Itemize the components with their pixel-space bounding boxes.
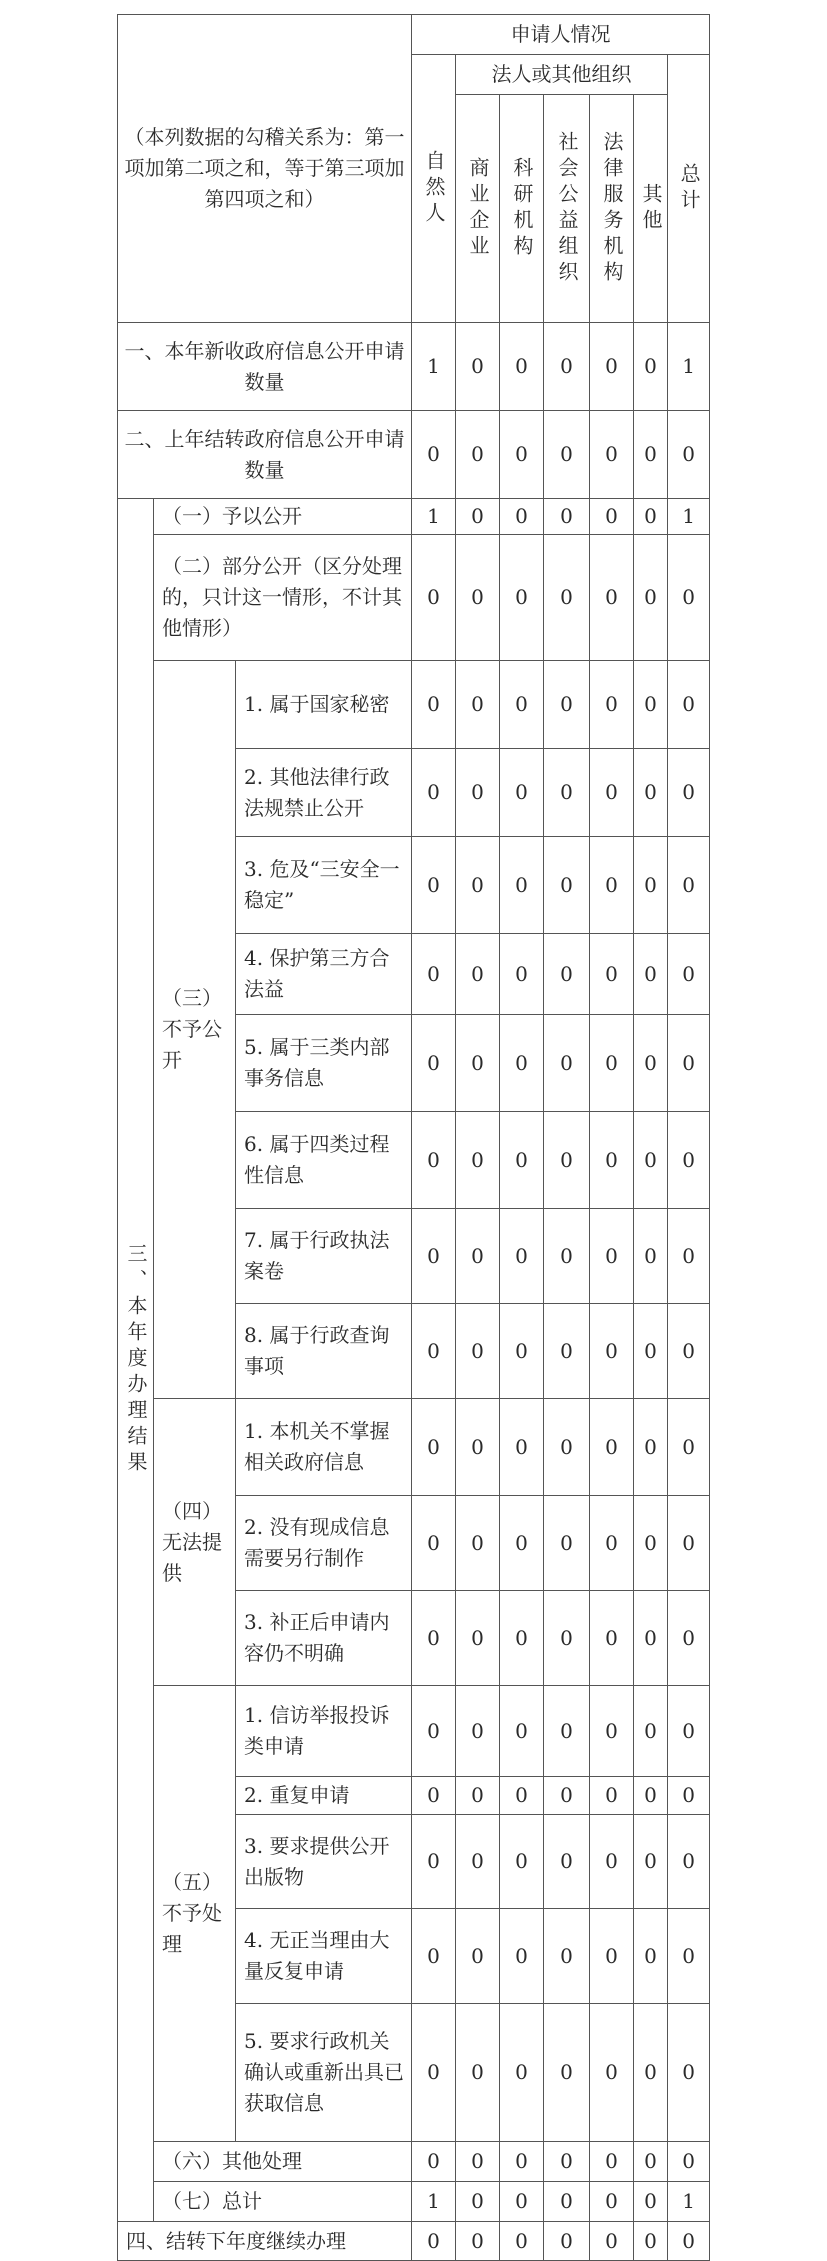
result-total-value-3: 0: [500, 2182, 544, 2222]
not-disclosed-4-value-1: 0: [412, 934, 456, 1015]
other-processing-value-4: 0: [544, 2142, 590, 2182]
group-1-label: （一）予以公开: [154, 499, 412, 535]
not-disclosed-1-value-2: 0: [456, 661, 500, 749]
not-processed-2-value-3: 0: [500, 1777, 544, 1815]
not-processed-sub-label-3: 3. 要求提供公开出版物: [236, 1815, 412, 1909]
section-2-label: 二、上年结转政府信息公开申请数量: [118, 411, 412, 499]
not-disclosed-7-value-2: 0: [456, 1209, 500, 1304]
not-disclosed-1-value-4: 0: [544, 661, 590, 749]
not-processed-5-value-6: 0: [634, 2004, 668, 2142]
not-disclosed-7-value-5: 0: [590, 1209, 634, 1304]
not-processed-3-value-7: 0: [668, 1815, 710, 1909]
not-processed-3-value-1: 0: [412, 1815, 456, 1909]
not-disclosed-1-value-6: 0: [634, 661, 668, 749]
not-disclosed-4-value-4: 0: [544, 934, 590, 1015]
other-processing-value-3: 0: [500, 2142, 544, 2182]
not-processed-5-value-7: 0: [668, 2004, 710, 2142]
carried-over-value-3: 0: [500, 411, 544, 499]
unable-to-provide-3-value-5: 0: [590, 1591, 634, 1686]
not-disclosed-2-value-1: 0: [412, 749, 456, 837]
not-disclosed-3-value-3: 0: [500, 837, 544, 934]
not-processed-5-value-2: 0: [456, 2004, 500, 2142]
not-disclosed-8-value-6: 0: [634, 1304, 668, 1399]
unable-to-provide-1-value-6: 0: [634, 1399, 668, 1496]
unable-to-provide-3-value-2: 0: [456, 1591, 500, 1686]
group-4-label: （四）无法提供: [154, 1399, 236, 1686]
not-processed-2-value-1: 0: [412, 1777, 456, 1815]
not-disclosed-row-1: [118, 661, 710, 749]
not-disclosed-5-value-3: 0: [500, 1015, 544, 1112]
unable-to-provide-3-value-1: 0: [412, 1591, 456, 1686]
disclosure-statistics-table: [117, 14, 710, 2261]
not-disclosed-5-value-6: 0: [634, 1015, 668, 1112]
header-legal-and-other: 法人或其他组织: [456, 55, 668, 95]
not-disclosed-8-value-4: 0: [544, 1304, 590, 1399]
not-processed-4-value-6: 0: [634, 1909, 668, 2004]
unable-to-provide-2-value-3: 0: [500, 1496, 544, 1591]
not-processed-5-value-5: 0: [590, 2004, 634, 2142]
unable-to-provide-sub-label-2: 2. 没有现成信息需要另行制作: [236, 1496, 412, 1591]
carry-forward-value-6: 0: [634, 2222, 668, 2261]
not-processed-2-value-6: 0: [634, 1777, 668, 1815]
unable-to-provide-3-value-4: 0: [544, 1591, 590, 1686]
new-requests-value-3: 0: [500, 323, 544, 411]
unable-to-provide-2-value-1: 0: [412, 1496, 456, 1591]
group-2-label: （二）部分公开（区分处理的，只计这一情形，不计其他情形）: [154, 535, 412, 661]
not-disclosed-8-value-3: 0: [500, 1304, 544, 1399]
result-total-value-6: 0: [634, 2182, 668, 2222]
not-disclosed-5-value-2: 0: [456, 1015, 500, 1112]
unable-to-provide-row-1: [118, 1399, 710, 1496]
not-disclosed-5-value-7: 0: [668, 1015, 710, 1112]
unable-to-provide-1-value-7: 0: [668, 1399, 710, 1496]
group-3-label: （三）不予公开: [154, 661, 236, 1399]
not-processed-1-value-5: 0: [590, 1686, 634, 1777]
unable-to-provide-1-value-1: 0: [412, 1399, 456, 1496]
not-processed-5-value-4: 0: [544, 2004, 590, 2142]
unable-to-provide-3-value-6: 0: [634, 1591, 668, 1686]
carry-forward-value-4: 0: [544, 2222, 590, 2261]
not-disclosed-4-value-3: 0: [500, 934, 544, 1015]
new-requests-value-6: 0: [634, 323, 668, 411]
not-disclosed-4-value-5: 0: [590, 934, 634, 1015]
result-total-value-2: 0: [456, 2182, 500, 2222]
not-disclosed-4-value-7: 0: [668, 934, 710, 1015]
carried-over-value-4: 0: [544, 411, 590, 499]
header-row-1: [118, 15, 710, 55]
not-disclosed-6-value-3: 0: [500, 1112, 544, 1209]
not-processed-2-value-2: 0: [456, 1777, 500, 1815]
carry-forward-value-1: 0: [412, 2222, 456, 2261]
not-processed-2-value-5: 0: [590, 1777, 634, 1815]
partially-disclosed-value-3: 0: [500, 535, 544, 661]
group-6-label: （六）其他处理: [154, 2142, 412, 2182]
not-processed-1-value-4: 0: [544, 1686, 590, 1777]
col-header-research: 科研机构: [500, 95, 544, 323]
not-disclosed-5-value-5: 0: [590, 1015, 634, 1112]
not-disclosed-7-value-4: 0: [544, 1209, 590, 1304]
new-requests-value-4: 0: [544, 323, 590, 411]
not-processed-sub-label-2: 2. 重复申请: [236, 1777, 412, 1815]
disclosed-value-4: 0: [544, 499, 590, 535]
not-processed-4-value-5: 0: [590, 1909, 634, 2004]
col-header-public-welfare: 社会公益组织: [544, 95, 590, 323]
not-processed-sub-label-1: 1. 信访举报投诉类申请: [236, 1686, 412, 1777]
carried-over-value-5: 0: [590, 411, 634, 499]
not-disclosed-7-value-3: 0: [500, 1209, 544, 1304]
not-disclosed-sub-label-1: 1. 属于国家秘密: [236, 661, 412, 749]
not-processed-1-value-6: 0: [634, 1686, 668, 1777]
new-requests-value-5: 0: [590, 323, 634, 411]
unable-to-provide-sub-label-1: 1. 本机关不掌握相关政府信息: [236, 1399, 412, 1496]
not-disclosed-4-value-6: 0: [634, 934, 668, 1015]
not-processed-3-value-4: 0: [544, 1815, 590, 1909]
unable-to-provide-3-value-3: 0: [500, 1591, 544, 1686]
not-processed-4-value-1: 0: [412, 1909, 456, 2004]
not-disclosed-7-value-6: 0: [634, 1209, 668, 1304]
not-disclosed-7-value-1: 0: [412, 1209, 456, 1304]
carried-over-value-1: 0: [412, 411, 456, 499]
col-header-total: 总计: [668, 55, 710, 323]
not-processed-sub-label-5: 5. 要求行政机关确认或重新出具已获取信息: [236, 2004, 412, 2142]
not-processed-2-value-4: 0: [544, 1777, 590, 1815]
not-disclosed-sub-label-8: 8. 属于行政查询事项: [236, 1304, 412, 1399]
carry-forward-value-3: 0: [500, 2222, 544, 2261]
not-processed-3-value-2: 0: [456, 1815, 500, 1909]
col-header-other: 其他: [634, 95, 668, 323]
unable-to-provide-1-value-2: 0: [456, 1399, 500, 1496]
unable-to-provide-1-value-4: 0: [544, 1399, 590, 1496]
unable-to-provide-1-value-3: 0: [500, 1399, 544, 1496]
col-header-commercial: 商业企业: [456, 95, 500, 323]
disclosure-statistics-document: [117, 14, 709, 2253]
not-processed-5-value-1: 0: [412, 2004, 456, 2142]
not-disclosed-5-value-4: 0: [544, 1015, 590, 1112]
disclosed-value-5: 0: [590, 499, 634, 535]
carry-forward-value-7: 0: [668, 2222, 710, 2261]
not-disclosed-sub-label-2: 2. 其他法律行政法规禁止公开: [236, 749, 412, 837]
disclosed-value-3: 0: [500, 499, 544, 535]
not-processed-3-value-5: 0: [590, 1815, 634, 1909]
not-disclosed-sub-label-6: 6. 属于四类过程性信息: [236, 1112, 412, 1209]
not-processed-4-value-7: 0: [668, 1909, 710, 2004]
not-processed-4-value-2: 0: [456, 1909, 500, 2004]
disclosed-value-6: 0: [634, 499, 668, 535]
group-7-label: （七）总计: [154, 2182, 412, 2222]
not-processed-2-value-7: 0: [668, 1777, 710, 1815]
not-processed-1-value-2: 0: [456, 1686, 500, 1777]
other-processing-value-6: 0: [634, 2142, 668, 2182]
not-disclosed-2-value-2: 0: [456, 749, 500, 837]
not-disclosed-2-value-7: 0: [668, 749, 710, 837]
carry-forward-value-2: 0: [456, 2222, 500, 2261]
other-processing-value-2: 0: [456, 2142, 500, 2182]
row-other-processing: [118, 2142, 710, 2182]
not-disclosed-2-value-3: 0: [500, 749, 544, 837]
header-applicant-situation: 申请人情况: [412, 15, 710, 55]
not-disclosed-8-value-2: 0: [456, 1304, 500, 1399]
not-processed-3-value-3: 0: [500, 1815, 544, 1909]
not-processed-4-value-3: 0: [500, 1909, 544, 2004]
not-disclosed-1-value-1: 0: [412, 661, 456, 749]
not-disclosed-sub-label-7: 7. 属于行政执法案卷: [236, 1209, 412, 1304]
new-requests-value-7: 1: [668, 323, 710, 411]
not-disclosed-8-value-5: 0: [590, 1304, 634, 1399]
not-disclosed-sub-label-5: 5. 属于三类内部事务信息: [236, 1015, 412, 1112]
partially-disclosed-value-7: 0: [668, 535, 710, 661]
unable-to-provide-2-value-5: 0: [590, 1496, 634, 1591]
other-processing-value-1: 0: [412, 2142, 456, 2182]
partially-disclosed-value-6: 0: [634, 535, 668, 661]
not-disclosed-6-value-7: 0: [668, 1112, 710, 1209]
unable-to-provide-3-value-7: 0: [668, 1591, 710, 1686]
not-disclosed-2-value-4: 0: [544, 749, 590, 837]
row-carried-over: [118, 411, 710, 499]
not-disclosed-4-value-2: 0: [456, 934, 500, 1015]
not-disclosed-3-value-7: 0: [668, 837, 710, 934]
not-processed-1-value-3: 0: [500, 1686, 544, 1777]
row-disclosed: [118, 499, 710, 535]
not-disclosed-6-value-6: 0: [634, 1112, 668, 1209]
not-disclosed-2-value-5: 0: [590, 749, 634, 837]
partially-disclosed-value-4: 0: [544, 535, 590, 661]
result-total-value-1: 1: [412, 2182, 456, 2222]
disclosed-value-7: 1: [668, 499, 710, 535]
not-disclosed-5-value-1: 0: [412, 1015, 456, 1112]
not-disclosed-3-value-2: 0: [456, 837, 500, 934]
header-note: （本列数据的勾稽关系为：第一项加第二项之和，等于第三项加第四项之和）: [118, 15, 412, 323]
col-header-legal-service: 法律服务机构: [590, 95, 634, 323]
section-4-label: 四、结转下年度继续办理: [118, 2222, 412, 2261]
not-disclosed-6-value-5: 0: [590, 1112, 634, 1209]
unable-to-provide-sub-label-3: 3. 补正后申请内容仍不明确: [236, 1591, 412, 1686]
group-5-label: （五）不予处理: [154, 1686, 236, 2142]
not-processed-1-value-1: 0: [412, 1686, 456, 1777]
not-disclosed-1-value-5: 0: [590, 661, 634, 749]
not-disclosed-2-value-6: 0: [634, 749, 668, 837]
partially-disclosed-value-5: 0: [590, 535, 634, 661]
not-disclosed-3-value-5: 0: [590, 837, 634, 934]
not-disclosed-1-value-7: 0: [668, 661, 710, 749]
other-processing-value-7: 0: [668, 2142, 710, 2182]
row-new-requests: [118, 323, 710, 411]
disclosed-value-2: 0: [456, 499, 500, 535]
not-disclosed-7-value-7: 0: [668, 1209, 710, 1304]
not-processed-sub-label-4: 4. 无正当理由大量反复申请: [236, 1909, 412, 2004]
not-disclosed-sub-label-3: 3. 危及“三安全一稳定”: [236, 837, 412, 934]
not-processed-4-value-4: 0: [544, 1909, 590, 2004]
unable-to-provide-2-value-4: 0: [544, 1496, 590, 1591]
carried-over-value-7: 0: [668, 411, 710, 499]
carried-over-value-6: 0: [634, 411, 668, 499]
not-disclosed-8-value-7: 0: [668, 1304, 710, 1399]
row-partially-disclosed: [118, 535, 710, 661]
not-disclosed-3-value-4: 0: [544, 837, 590, 934]
carried-over-value-2: 0: [456, 411, 500, 499]
not-disclosed-8-value-1: 0: [412, 1304, 456, 1399]
not-disclosed-3-value-6: 0: [634, 837, 668, 934]
disclosed-value-1: 1: [412, 499, 456, 535]
partially-disclosed-value-1: 0: [412, 535, 456, 661]
not-disclosed-6-value-1: 0: [412, 1112, 456, 1209]
result-total-value-5: 0: [590, 2182, 634, 2222]
not-processed-row-1: [118, 1686, 710, 1777]
col-header-natural-person: 自然人: [412, 55, 456, 323]
partially-disclosed-value-2: 0: [456, 535, 500, 661]
unable-to-provide-2-value-2: 0: [456, 1496, 500, 1591]
new-requests-value-1: 1: [412, 323, 456, 411]
section-1-label: 一、本年新收政府信息公开申请数量: [118, 323, 412, 411]
row-result-total: [118, 2182, 710, 2222]
carry-forward-value-5: 0: [590, 2222, 634, 2261]
not-disclosed-6-value-2: 0: [456, 1112, 500, 1209]
not-processed-3-value-6: 0: [634, 1815, 668, 1909]
not-disclosed-3-value-1: 0: [412, 837, 456, 934]
not-disclosed-1-value-3: 0: [500, 661, 544, 749]
result-total-value-7: 1: [668, 2182, 710, 2222]
section-3-label: 三、本年度办理结果: [118, 499, 154, 2222]
other-processing-value-5: 0: [590, 2142, 634, 2182]
not-disclosed-6-value-4: 0: [544, 1112, 590, 1209]
unable-to-provide-1-value-5: 0: [590, 1399, 634, 1496]
row-carry-forward: [118, 2222, 710, 2261]
not-disclosed-sub-label-4: 4. 保护第三方合法益: [236, 934, 412, 1015]
result-total-value-4: 0: [544, 2182, 590, 2222]
unable-to-provide-2-value-7: 0: [668, 1496, 710, 1591]
unable-to-provide-2-value-6: 0: [634, 1496, 668, 1591]
not-processed-5-value-3: 0: [500, 2004, 544, 2142]
not-processed-1-value-7: 0: [668, 1686, 710, 1777]
new-requests-value-2: 0: [456, 323, 500, 411]
